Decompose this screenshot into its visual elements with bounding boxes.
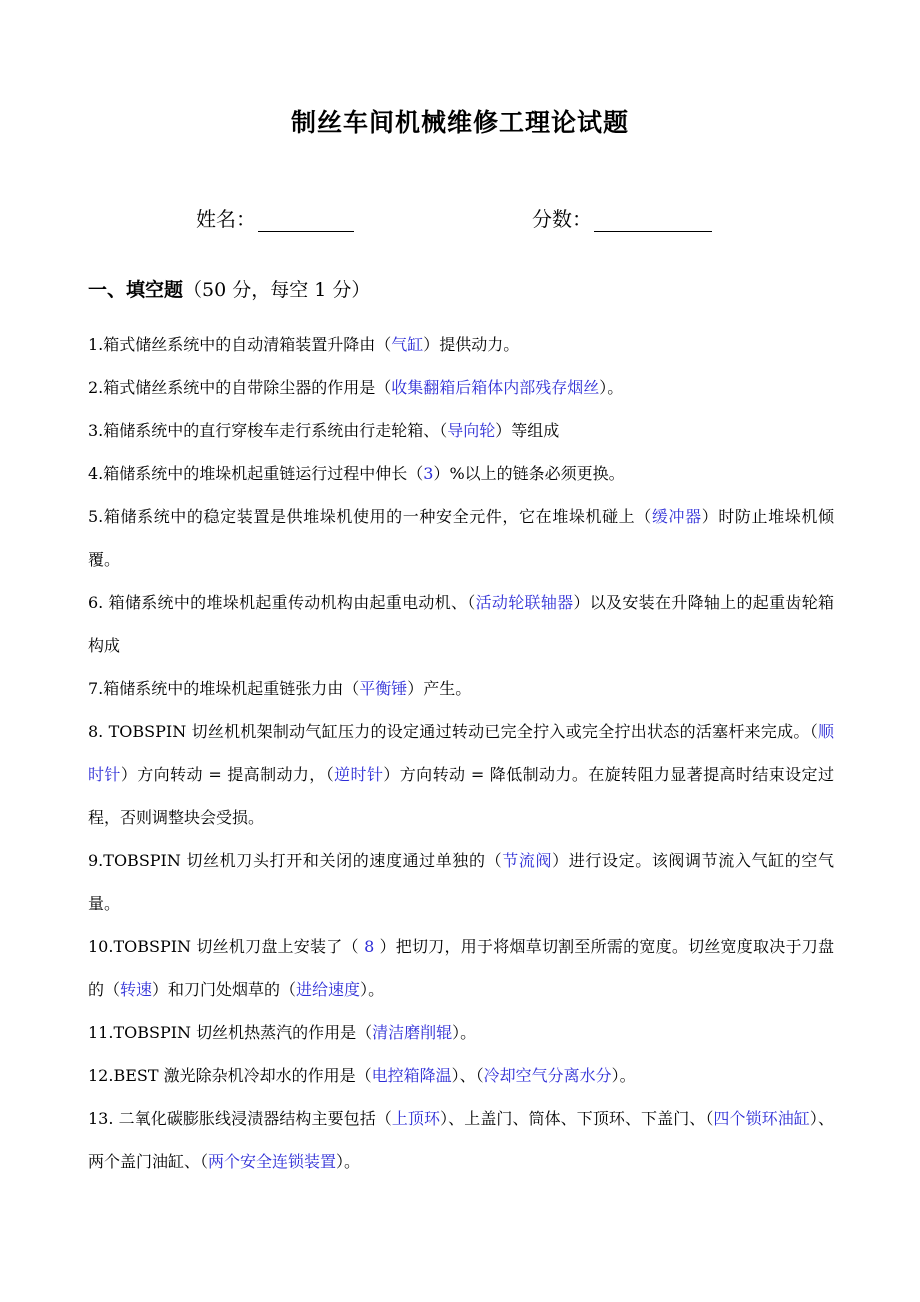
question-item: [88, 1097, 834, 1183]
answer-text: 节流阀: [502, 851, 553, 870]
name-blank[interactable]: [258, 209, 354, 232]
question-text: 9.TOBSPIN 切丝机刀头打开和关闭的速度通过单独的（: [88, 851, 503, 870]
question-text: 13. 二氧化碳膨胀线浸渍器结构主要包括（: [88, 1109, 392, 1128]
question-text: ）。: [452, 1023, 477, 1042]
question-text: ）、上盖门、筒体、下顶环、下盖门、（: [440, 1109, 714, 1128]
question-item: [88, 409, 834, 452]
name-label: 姓名：: [196, 207, 256, 231]
question-item: [88, 925, 834, 1011]
question-text: ）以及安装在升降轴上的起重齿轮箱构成: [88, 593, 834, 655]
answer-text: 四个锁环油缸: [713, 1109, 810, 1128]
question-text: 12.BEST 激光除杂机冷却水的作用是（: [88, 1066, 372, 1085]
question-text: ）。: [360, 980, 385, 999]
question-item: [88, 452, 834, 495]
question-text: ）进行设定。该阀调节流入气缸的空气量。: [88, 851, 834, 913]
question-text: ）。: [611, 1066, 636, 1085]
question-text: 1.箱式储丝系统中的自动清箱装置升降由（: [88, 335, 392, 354]
question-text: ）、（: [451, 1066, 484, 1085]
question-text: ）和刀门处烟草的（: [152, 980, 297, 999]
answer-text: 顺时针: [88, 722, 834, 784]
answer-text: 收集翻箱后箱体内部残存烟丝: [391, 378, 600, 397]
question-text: ）。: [599, 378, 624, 397]
answer-text: 8: [364, 937, 375, 956]
question-item: [88, 1011, 834, 1054]
answer-text: 两个安全连锁装置: [208, 1152, 337, 1171]
question-text: ）等组成: [495, 421, 560, 440]
question-text: 5.箱储系统中的稳定装置是供堆垛机使用的一种安全元件，它在堆垛机碰上（: [88, 507, 652, 526]
question-item: [88, 1054, 834, 1097]
question-item: [88, 839, 834, 925]
answer-text: 平衡锤: [359, 679, 408, 698]
score-label: 分数：: [532, 207, 592, 231]
section-heading: [88, 275, 370, 302]
page-title: 制丝车间机械维修工理论试题: [290, 108, 629, 137]
question-text: ）方向转动 = 提高制动力，（: [120, 765, 335, 784]
answer-text: 导向轮: [447, 421, 496, 440]
question-text: ）产生。: [407, 679, 472, 698]
answer-text: 转速: [120, 980, 153, 999]
question-text: 6. 箱储系统中的堆垛机起重传动机构由起重电动机、（: [88, 593, 476, 612]
question-text: 11.TOBSPIN 切丝机热蒸汽的作用是（: [88, 1023, 373, 1042]
name-field: [196, 203, 354, 232]
answer-text: 气缸: [391, 335, 424, 354]
question-text: 8. TOBSPIN 切丝机机架制动气缸压力的设定通过转动已完全拧入或完全拧出状态的活塞杆来完成。（: [88, 722, 818, 741]
question-text: 3.箱储系统中的直行穿梭车走行系统由行走轮箱、（: [88, 421, 448, 440]
question-text: ）。: [336, 1152, 361, 1171]
question-item: [88, 366, 834, 409]
question-item: [88, 667, 834, 710]
question-text: ）、两个盖门油缸、（: [88, 1109, 834, 1171]
answer-text: 进给速度: [296, 980, 361, 999]
answer-text: 上顶环: [391, 1109, 441, 1128]
question-list: [88, 323, 834, 1183]
answer-text: 活动轮联轴器: [475, 593, 574, 612]
question-item: [88, 581, 834, 667]
question-text: 7.箱储系统中的堆垛机起重链张力由（: [88, 679, 360, 698]
score-blank[interactable]: [594, 209, 712, 232]
question-text: ）提供动力。: [423, 335, 520, 354]
answer-text: 冷却空气分离水分: [483, 1066, 612, 1085]
question-text: ）方向转动 = 降低制动力。在旋转阻力显著提高时结束设定过程，否则调整块会受损。: [88, 765, 834, 827]
question-item: [88, 323, 834, 366]
question-text: ）把切刀，用于将烟草切割至所需的宽度。切丝宽度取决于刀盘的（: [88, 937, 834, 999]
question-text: 4.箱储系统中的堆垛机起重链运行过程中伸长（: [88, 464, 424, 483]
answer-text: 逆时针: [334, 765, 384, 784]
score-field: [532, 203, 712, 232]
question-item: [88, 495, 834, 581]
question-text: ）时防止堆垛机倾覆。: [88, 507, 834, 569]
answer-text: 清洁磨削辊: [372, 1023, 453, 1042]
section-title: 一、填空题: [88, 279, 184, 301]
question-text: ）%以上的链条必须更换。: [433, 464, 625, 483]
answer-text: 3: [423, 464, 434, 483]
question-item: [88, 710, 834, 839]
answer-text: 缓冲器: [651, 507, 702, 526]
answer-text: 电控箱降温: [371, 1066, 452, 1085]
question-text: 2.箱式储丝系统中的自带除尘器的作用是（: [88, 378, 392, 397]
section-note: （50 分，每空 1 分）: [183, 279, 371, 301]
question-text: 10.TOBSPIN 切丝机刀盘上安装了（: [88, 937, 365, 956]
